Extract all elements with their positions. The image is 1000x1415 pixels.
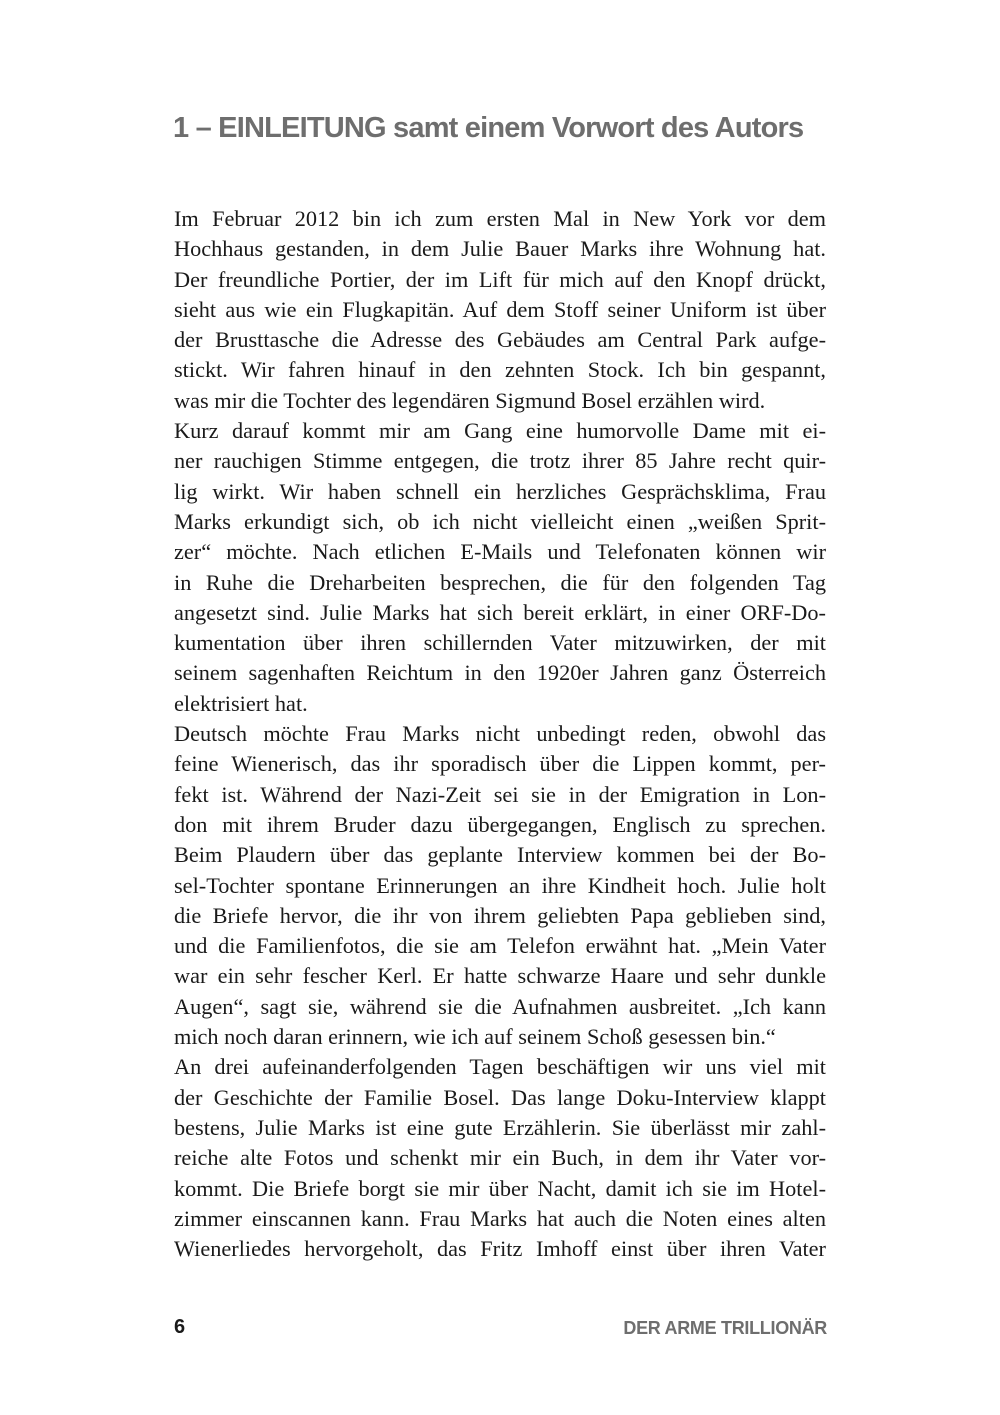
text-line: Augen“, sagt sie, während sie die Aufnahmen ausbreitet. „Ich kann [174,993,826,1019]
paragraph [174,204,826,416]
running-title: DER ARME TRILLIONÄR [623,1318,827,1338]
text-line: die Briefe hervor, die ihr von ihrem geliebten Papa geblieben sind, [174,902,826,928]
paragraph [174,719,826,1052]
text-line: kumentation über ihren schillernden Vater mitzuwirken, der mit [174,630,826,656]
text-line: An drei aufeinanderfolgenden Tagen beschäftigen wir uns viel mit [174,1054,826,1080]
text-line: Der freundliche Portier, der im Lift für mich auf den Knopf drückt, [174,266,826,292]
paragraph [174,416,826,719]
page-number: 6 [174,1316,186,1338]
text-line: Kurz darauf kommt mir am Gang eine humorvolle Dame mit ei- [174,418,826,444]
text-line: zimmer einscannen kann. Frau Marks hat auch die Noten eines alten [174,1205,826,1231]
text-line: angesetzt sind. Julie Marks hat sich bereit erklärt, in einer ORF-Do- [174,599,826,625]
text-line: zer“ möchte. Nach etlichen E-Mails und Telefonaten können wir [174,539,826,565]
text-line: in Ruhe die Dreharbeiten besprechen, die für den folgenden Tag [174,569,826,595]
text-line: seinem sagenhaften Reichtum in den 1920er Jahren ganz Österreich [174,660,826,686]
text-line: der Geschichte der Familie Bosel. Das lange Doku-Interview klappt [174,1084,826,1110]
text-line: kommt. Die Briefe borgt sie mir über Nacht, damit ich sie im Hotel- [174,1175,826,1201]
text-line: Im Februar 2012 bin ich zum ersten Mal in New York vor dem [174,206,826,231]
text-line: ner rauchigen Stimme entgegen, die trotz ihrer 85 Jahre recht quir- [174,448,826,474]
paragraph [174,1052,826,1264]
text-line: fekt ist. Während der Nazi-Zeit sei sie in der Emigration in Lon- [174,781,826,807]
text-line: feine Wienerisch, das ihr sporadisch über die Lippen kommt, per- [174,751,826,777]
text-line: war ein sehr fescher Kerl. Er hatte schwarze Haare und sehr dunkle [174,963,826,989]
text-line: stickt. Wir fahren hinauf in den zehnten Stock. Ich bin gespannt, [174,357,826,383]
text-line: reiche alte Fotos und schenkt mir ein Buch, in dem ihr Vater vor- [174,1145,826,1171]
text-line: der Brusttasche die Adresse des Gebäudes am Central Park aufge- [174,327,826,353]
text-line: sel-Tochter spontane Erinnerungen an ihre Kindheit hoch. Julie holt [174,872,826,898]
text-line: elektrisiert hat. [174,690,308,716]
text-line: don mit ihrem Bruder dazu übergegangen, Englisch zu sprechen. [174,811,826,837]
text-line: bestens, Julie Marks ist eine gute Erzählerin. Sie überlässt mir zahl- [174,1114,826,1140]
chapter-heading: 1 – EINLEITUNG samt einem Vorwort des Autors [173,112,804,144]
text-line: Deutsch möchte Frau Marks nicht unbedingt reden, obwohl das [174,721,826,747]
text-line: mich noch daran erinnern, wie ich auf seinem Schoß gesessen bin.“ [174,1024,776,1050]
text-line: was mir die Tochter des legendären Sigmund Bosel erzählen wird. [174,387,766,413]
text-line: sieht aus wie ein Flugkapitän. Auf dem Stoff seiner Uniform ist über [174,296,826,322]
text-line: und die Familienfotos, die sie am Telefon erwähnt hat. „Mein Vater [174,933,826,959]
text-line: Wienerliedes hervorgeholt, das Fritz Imhoff einst über ihren Vater [174,1236,826,1262]
body-text [174,204,826,1264]
text-line: lig wirkt. Wir haben schnell ein herzliches Gesprächsklima, Frau [174,478,826,504]
text-line: Hochhaus gestanden, in dem Julie Bauer Marks ihre Wohnung hat. [174,236,826,262]
text-line: Beim Plaudern über das geplante Interview kommen bei der Bo- [174,842,826,868]
text-line: Marks erkundigt sich, ob ich nicht vielleicht einen „weißen Sprit- [174,508,826,534]
